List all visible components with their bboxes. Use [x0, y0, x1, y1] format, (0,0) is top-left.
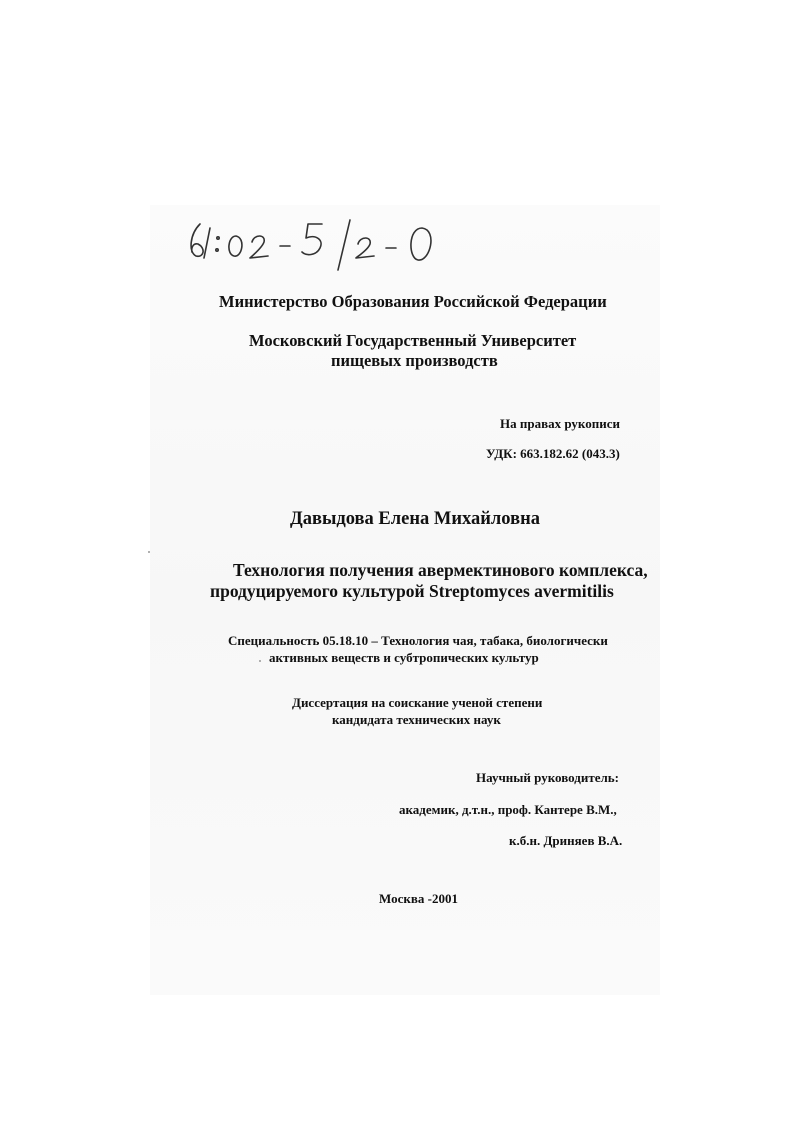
- city-year: Москва -2001: [379, 891, 458, 906]
- dissertation-degree: кандидата технических наук: [332, 712, 501, 727]
- supervisor-label: Научный руководитель:: [476, 770, 619, 785]
- university-name-line2: пищевых производств: [331, 351, 498, 370]
- udk-code: УДК: 663.182.62 (043.3): [486, 446, 620, 461]
- specialty-line2: активных веществ и субтропических культур: [269, 650, 539, 665]
- handwritten-archive-number: [182, 212, 472, 272]
- manuscript-rights: На правах рукописи: [500, 416, 620, 431]
- thesis-title-line2: продуцируемого культурой Streptomyces avermitilis: [210, 581, 614, 601]
- scan-speck: [259, 660, 261, 662]
- thesis-title: Технология получения авермектинового комплекса,: [233, 560, 648, 580]
- scan-speck: [148, 551, 150, 553]
- ministry-name: Министерство Образования Российской Федерации: [219, 292, 607, 311]
- specialty: Специальность 05.18.10 – Технология чая, табака, биологически: [228, 633, 608, 648]
- dissertation-type: Диссертация на соискание ученой степени: [292, 695, 543, 710]
- author-name: Давыдова Елена Михайловна: [290, 509, 540, 529]
- university-name: Московский Государственный Университет: [249, 331, 577, 350]
- supervisor-secondary: к.б.н. Дриняев В.А.: [509, 833, 623, 848]
- supervisor-primary: академик, д.т.н., проф. Кантере В.М.,: [399, 802, 617, 817]
